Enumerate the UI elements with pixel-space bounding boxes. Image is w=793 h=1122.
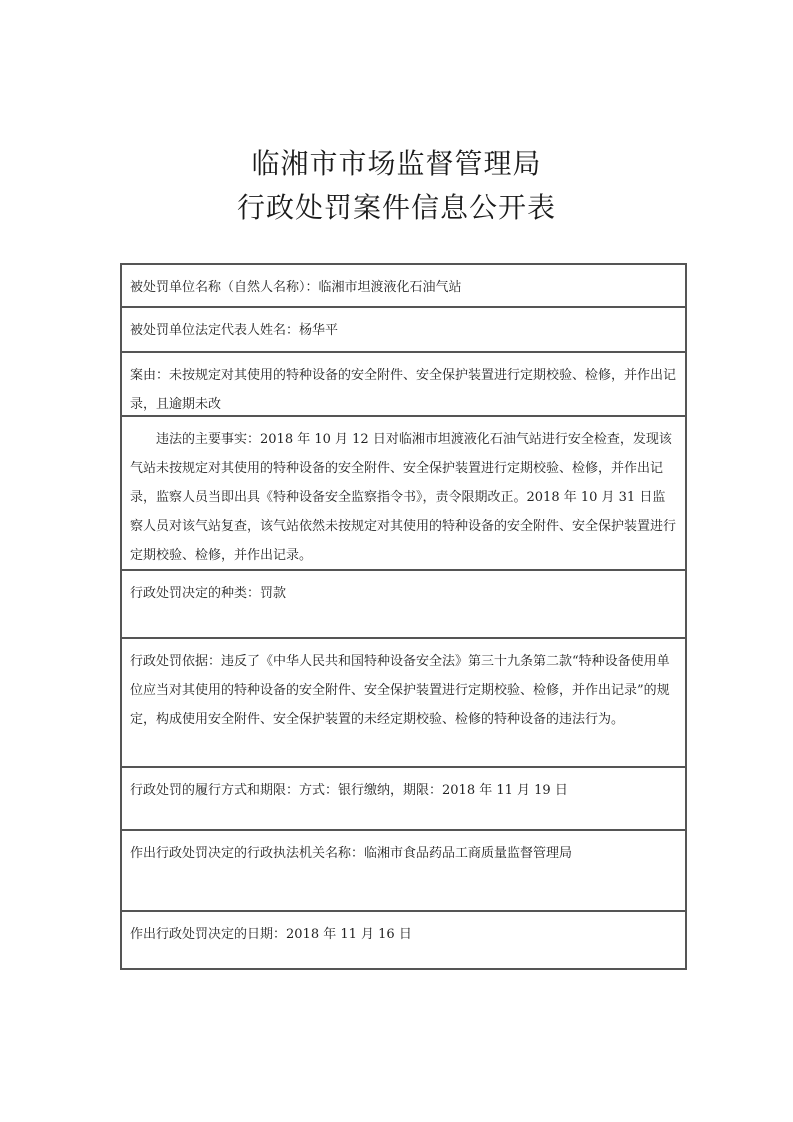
row-penalty-basis: 行政处罚依据：违反了《中华人民共和国特种设备安全法》第三十九条第二款“特种设备使用单位应当对其使用的特种设备的安全附件、安全保护装置进行定期校验、检修，并作出记录”的规定，构成使用安全附件、安全保护装置的未经定期校验、检修的特种设备的违法行为。 (122, 639, 685, 768)
row-enforcement-agency: 作出行政处罚决定的行政执法机关名称：临湘市食品药品工商质量监督管理局 (122, 831, 685, 912)
document-subtitle: 行政处罚案件信息公开表 (236, 191, 556, 224)
row-fulfillment: 行政处罚的履行方式和期限：方式：银行缴纳，期限：2018 年 11 月 19 日 (122, 768, 685, 831)
row-main-facts: 违法的主要事实：2018 年 10 月 12 日对临湘市坦渡液化石油气站进行安全检查，发现该气站未按规定对其使用的特种设备的安全附件、安全保护装置进行定期校验、检修，并作出记录，监察人员当即出具《特种设备安全监察指令书》，责令限期改正。2018 年 10 月 31 日监察人员对该气站复查，该气站依然未按规定对其使用的特种设备的安全附件、安全保护装置进行定期校验、检修，并作出记录。 (122, 417, 685, 571)
row-legal-representative: 被处罚单位法定代表人姓名：杨华平 (122, 308, 685, 353)
row-case-cause: 案由：未按规定对其使用的特种设备的安全附件、安全保护装置进行定期校验、检修，并作出记录，且逾期未改 (122, 353, 685, 417)
row-penalty-type: 行政处罚决定的种类：罚款 (122, 571, 685, 639)
row-penalized-entity: 被处罚单位名称（自然人名称）：临湘市坦渡液化石油气站 (122, 265, 685, 308)
document-title: 临湘市市场监督管理局 (251, 147, 542, 180)
info-table (120, 263, 687, 970)
row-decision-date: 作出行政处罚决定的日期：2018 年 11 月 16 日 (130, 927, 412, 942)
